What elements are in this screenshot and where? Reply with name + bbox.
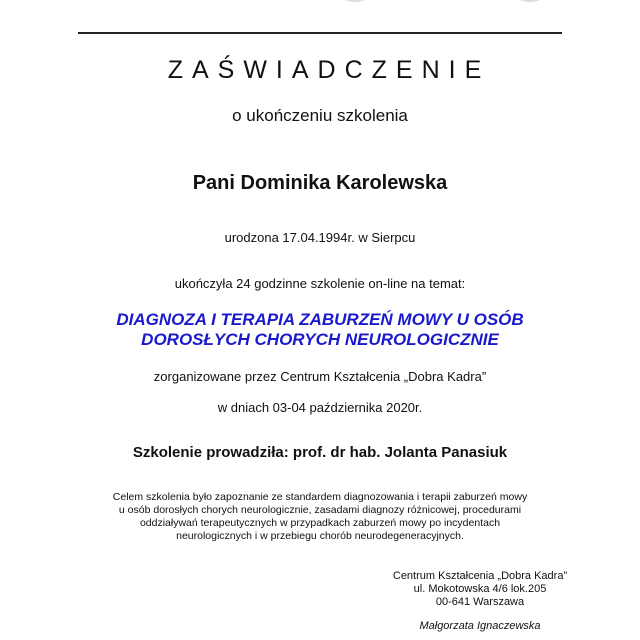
completion-info: ukończyła 24 godzinne szkolenie on-line na temat:: [174, 276, 466, 291]
birth-info: urodzona 17.04.1994r. w Sierpcu: [224, 230, 416, 245]
certificate-subtitle: o ukończeniu szkolenia: [232, 106, 408, 125]
address-org: Centrum Kształcenia „Dobra Kadra”: [392, 570, 568, 582]
logo-fragment-right: [515, 0, 545, 2]
course-title-line1: DIAGNOZA I TERAPIA ZABURZEŃ MOWY U OSÓB: [116, 310, 524, 329]
signature-name: Małgorzata Ignaczewska: [419, 620, 541, 632]
organizer-address: [380, 570, 580, 609]
dates: w dniach 03-04 października 2020r.: [217, 400, 423, 415]
address-city: 00-641 Warszawa: [435, 596, 525, 608]
address-street: ul. Mokotowska 4/6 lok.205: [413, 583, 547, 595]
lecturer: Szkolenie prowadziła: prof. dr hab. Jolanta Panasiuk: [132, 444, 508, 461]
recipient-name: Pani Dominika Karolewska: [192, 172, 448, 194]
logo-fragment-left: [340, 0, 370, 2]
course-title-line2: DOROSŁYCH CHORYCH NEUROLOGICZNIE: [141, 330, 499, 349]
organizer: zorganizowane przez Centrum Kształcenia „Dobra Kadra”: [153, 369, 487, 384]
course-description: Celem szkolenia było zapoznanie ze standardem diagnozowania i terapii zaburzeń mowy u osób dorosłych chorych neurologicznie, zasadami diagnozy różnicowej, procedurami oddziaływań terapeutycznych w przypadkach zaburzeń mowy po incydentach neurologicznych i w przebiegu chorób neurodegeneracyjnych.: [112, 491, 528, 542]
header-divider: [78, 32, 562, 34]
course-title: [0, 310, 640, 350]
certificate-title: ZAŚWIADCZENIE: [167, 56, 491, 84]
